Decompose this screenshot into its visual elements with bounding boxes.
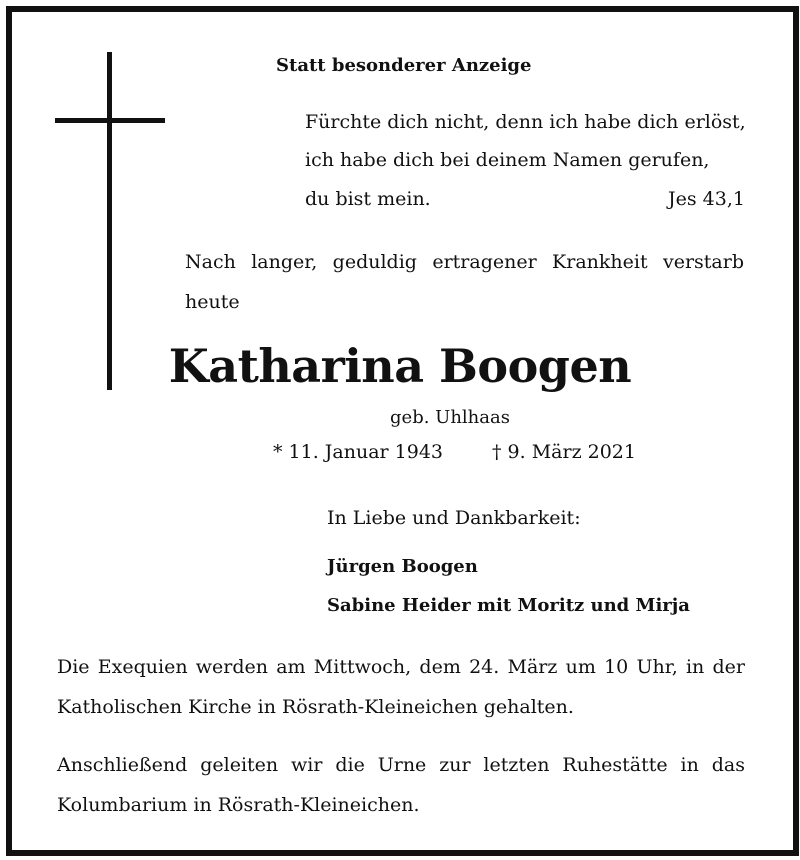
verse-line: du bist mein.: [305, 188, 431, 210]
cross-icon-bar: [55, 118, 165, 123]
closing-line: In Liebe und Dankbarkeit:: [327, 507, 581, 529]
mourner-name: Sabine Heider mit Moritz und Mirja: [327, 595, 690, 616]
verse-line: Fürchte dich nicht, denn ich habe dich erlöst,: [305, 111, 746, 133]
mourner-name: Jürgen Boogen: [327, 556, 478, 577]
burial-paragraph: Anschließend geleiten wir die Urne zur letzten Ruhestätte in das Kolumbarium in Rösrath-Kleineichen.: [57, 754, 745, 816]
notice-heading: Statt besonderer Anzeige: [276, 55, 532, 76]
service-paragraph: Die Exequien werden am Mittwoch, dem 24. März um 10 Uhr, in der Katholischen Kirche in Rösrath-Kleineichen gehalten.: [57, 656, 745, 718]
notice-frame: [6, 6, 799, 856]
birth-date: * 11. Januar 1943: [273, 441, 444, 463]
intro-text: Nach langer, geduldig ertragener Krankheit verstarb heute: [185, 251, 744, 313]
verse-reference: Jes 43,1: [668, 188, 745, 210]
death-date: † 9. März 2021: [492, 441, 636, 463]
verse-line: ich habe dich bei deinem Namen gerufen,: [305, 149, 710, 171]
maiden-name: geb. Uhlhaas: [390, 407, 510, 428]
deceased-name: Katharina Boogen: [168, 339, 632, 393]
